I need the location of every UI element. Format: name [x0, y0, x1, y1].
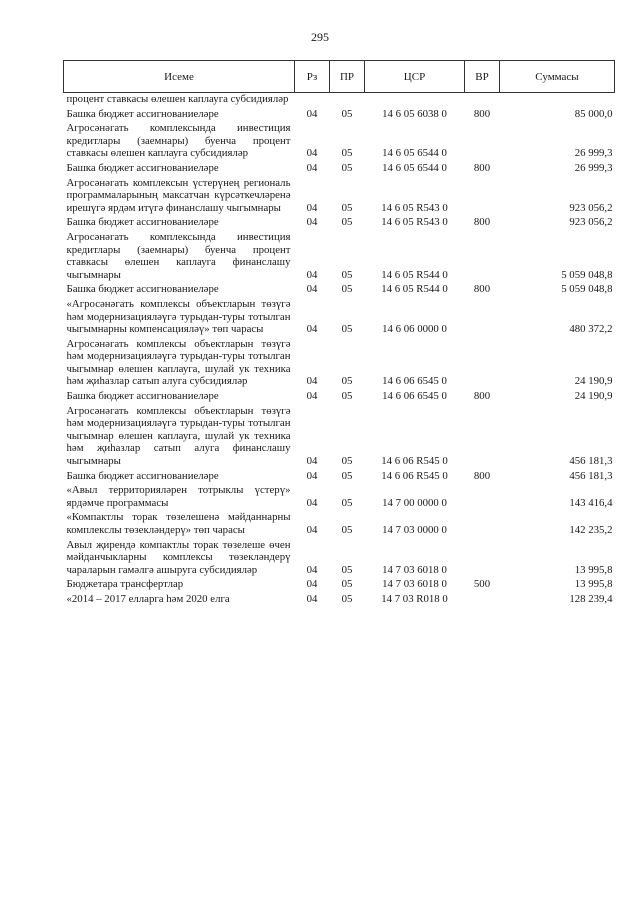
row-vr — [465, 177, 500, 217]
row-rz: 04 — [306, 147, 318, 160]
row-pr: 05 — [341, 496, 353, 509]
row-name: Авыл җирендә компактлы торак төзелеше өчен мәйданчыкларны комплексы төзекләндерү чараларын гамәлгә ашыруга субсидияләр — [66, 538, 291, 576]
header-sum: Суммасы — [500, 61, 615, 93]
row-name: Агросәнәгать комплексында инвестиция кредитлары (заемнары) буенча процент ставкасы өлешен каплауга субсидияләр — [66, 122, 291, 160]
row-rz: 04 — [306, 375, 318, 388]
row-vr: 800 — [473, 216, 491, 229]
table-row — [64, 593, 615, 608]
row-rz: 04 — [306, 455, 318, 468]
row-rz: 04 — [306, 469, 318, 482]
row-rz: 04 — [306, 563, 318, 576]
row-vr — [465, 511, 500, 538]
row-sum: 142 235,2 — [569, 524, 613, 536]
row-vr — [465, 93, 500, 108]
row-vr — [465, 405, 500, 470]
row-pr — [330, 93, 365, 108]
row-rz: 04 — [306, 107, 318, 120]
row-sum: 85 000,0 — [574, 107, 613, 120]
row-sum: 143 416,4 — [569, 496, 613, 509]
row-csr: 14 6 05 R544 0 — [381, 283, 448, 296]
table-row — [64, 231, 615, 283]
row-csr: 14 7 00 0000 0 — [382, 496, 447, 509]
row-name: Башка бюджет ассигнованиеләре — [66, 469, 219, 482]
table-body — [64, 93, 615, 608]
row-csr — [365, 93, 465, 108]
row-rz: 04 — [306, 323, 318, 336]
row-sum — [500, 93, 615, 108]
row-vr — [465, 338, 500, 390]
table-row — [64, 93, 615, 108]
row-pr: 05 — [341, 390, 353, 403]
row-pr: 05 — [341, 216, 353, 229]
row-pr: 05 — [341, 268, 353, 281]
table-row — [64, 177, 615, 217]
row-rz: 04 — [306, 283, 318, 296]
table-row — [64, 390, 615, 405]
row-pr: 05 — [341, 469, 353, 482]
row-vr — [465, 298, 500, 338]
row-csr: 14 6 06 R545 0 — [381, 455, 448, 468]
row-name: Башка бюджет ассигнованиеләре — [66, 283, 219, 296]
table-row — [64, 162, 615, 177]
table-header — [64, 61, 615, 93]
row-csr: 14 7 03 6018 0 — [382, 578, 447, 591]
row-pr: 05 — [341, 524, 353, 536]
row-rz: 04 — [306, 161, 318, 174]
row-vr — [465, 539, 500, 579]
row-sum: 13 995,8 — [574, 563, 613, 576]
row-rz: 04 — [306, 592, 318, 605]
row-pr: 05 — [341, 323, 353, 336]
row-name: Бюджетара трансфертлар — [66, 578, 184, 591]
row-name: Агросәнәгать комплексын үстерүнең региональ программаларының максатчан күрсәткечләренә ирешүгә ярдәм итүгә финанслашу чыгымнары — [66, 176, 291, 214]
row-sum: 24 190,9 — [574, 390, 613, 403]
header-csr: ЦСР — [365, 61, 465, 93]
budget-table — [63, 60, 615, 608]
row-rz: 04 — [306, 496, 318, 509]
row-vr: 800 — [473, 161, 491, 174]
table-row — [64, 108, 615, 123]
row-vr — [465, 593, 500, 608]
row-pr: 05 — [341, 375, 353, 388]
row-sum: 26 999,3 — [574, 147, 613, 160]
row-csr: 14 6 05 R543 0 — [381, 201, 448, 214]
table-row — [64, 338, 615, 390]
table-row — [64, 405, 615, 470]
row-csr: 14 6 06 0000 0 — [382, 323, 447, 336]
table-row — [64, 216, 615, 231]
row-name: «Компактлы торак төзелешенә мәйданнарны комплекслы төзекләндерү» төп чарасы — [66, 511, 291, 536]
header-rz: Рз — [295, 61, 330, 93]
row-sum: 5 059 048,8 — [561, 283, 613, 296]
row-pr: 05 — [341, 147, 353, 160]
row-sum: 128 239,4 — [569, 592, 613, 605]
row-pr: 05 — [341, 161, 353, 174]
table-row — [64, 484, 615, 511]
row-vr: 500 — [473, 578, 491, 591]
row-name: Башка бюджет ассигнованиеләре — [66, 390, 219, 403]
row-name: Агросәнәгать комплексында инвестиция кредитлары (заемнары) буенча процент ставкасы өлешен каплауга финанслашу чыгымнары — [66, 230, 291, 281]
header-pr: ПР — [330, 61, 365, 93]
row-sum: 923 056,2 — [569, 216, 613, 229]
row-csr: 14 6 06 6545 0 — [382, 375, 447, 388]
table-row — [64, 122, 615, 162]
header-vr: ВР — [465, 61, 500, 93]
row-sum: 480 372,2 — [569, 323, 613, 336]
row-vr — [465, 231, 500, 283]
row-vr: 800 — [473, 390, 491, 403]
table-row — [64, 283, 615, 298]
row-name: процент ставкасы өлешен каплауга субсидияләр — [66, 93, 289, 105]
row-name: Агросәнәгать комплексы объектларын төзүгә һәм модернизацияләүгә турыдан-туры тотылган чыгымнар өлешен каплауга, шулай ук техника һәм җиһазлар сатып алуга субсидияләр — [66, 337, 291, 388]
table-row — [64, 470, 615, 485]
row-sum: 456 181,3 — [569, 469, 613, 482]
table-row — [64, 539, 615, 579]
row-csr: 14 7 03 R018 0 — [381, 592, 448, 605]
row-csr: 14 6 05 R543 0 — [381, 216, 448, 229]
row-csr: 14 7 03 6018 0 — [382, 563, 447, 576]
row-name: Башка бюджет ассигнованиеләре — [66, 161, 219, 174]
row-name: «Авыл территорияләрен тотрыклы үстерү» ярдәмче программасы — [66, 484, 291, 509]
row-csr: 14 6 06 R545 0 — [381, 469, 448, 482]
row-csr: 14 7 03 0000 0 — [382, 524, 447, 536]
row-vr: 800 — [473, 469, 491, 482]
row-sum: 456 181,3 — [569, 455, 613, 468]
row-rz: 04 — [306, 578, 318, 591]
table-row — [64, 511, 615, 538]
row-name: Башка бюджет ассигнованиеләре — [66, 216, 219, 229]
row-rz — [295, 93, 330, 108]
row-vr: 800 — [473, 107, 491, 120]
row-name: «2014 – 2017 елларга һәм 2020 елга — [66, 592, 230, 605]
row-csr: 14 6 05 6544 0 — [382, 147, 447, 160]
row-csr: 14 6 05 6544 0 — [382, 161, 447, 174]
row-sum: 5 059 048,8 — [561, 268, 613, 281]
row-rz: 04 — [306, 268, 318, 281]
row-rz: 04 — [306, 524, 318, 536]
row-sum: 26 999,3 — [574, 161, 613, 174]
header-name: Исеме — [64, 61, 295, 93]
row-csr: 14 6 05 6038 0 — [382, 107, 447, 120]
row-rz: 04 — [306, 216, 318, 229]
row-csr: 14 6 05 R544 0 — [381, 268, 448, 281]
row-vr — [465, 484, 500, 511]
row-name: Башка бюджет ассигнованиеләре — [66, 107, 219, 120]
row-pr: 05 — [341, 283, 353, 296]
page-number: 295 — [311, 30, 329, 44]
row-vr: 800 — [473, 283, 491, 296]
row-sum: 923 056,2 — [569, 201, 613, 214]
row-pr: 05 — [341, 578, 353, 591]
row-pr: 05 — [341, 592, 353, 605]
row-sum: 13 995,8 — [574, 578, 613, 591]
table-row — [64, 578, 615, 593]
row-pr: 05 — [341, 107, 353, 120]
row-sum: 24 190,9 — [574, 375, 613, 388]
row-name: «Агросәнәгать комплексы объектларын төзүгә һәм модернизацияләүгә турыдан-туры тотылган чыгымнарны компенсацияләү» төп чарасы — [66, 297, 291, 336]
table-row — [64, 298, 615, 338]
row-vr — [465, 122, 500, 162]
row-pr: 05 — [341, 201, 353, 214]
row-pr: 05 — [341, 563, 353, 576]
row-csr: 14 6 06 6545 0 — [382, 390, 447, 403]
row-rz: 04 — [306, 390, 318, 403]
row-rz: 04 — [306, 201, 318, 214]
row-pr: 05 — [341, 455, 353, 468]
row-name: Агросәнәгать комплексы объектларын төзүгә һәм модернизацияләүгә турыдан-туры тотылган чыгымнар өлешен каплауга, шулай ук техника һәм җиһазлар сатып алуга финанслашу чыгымнары — [66, 404, 291, 468]
